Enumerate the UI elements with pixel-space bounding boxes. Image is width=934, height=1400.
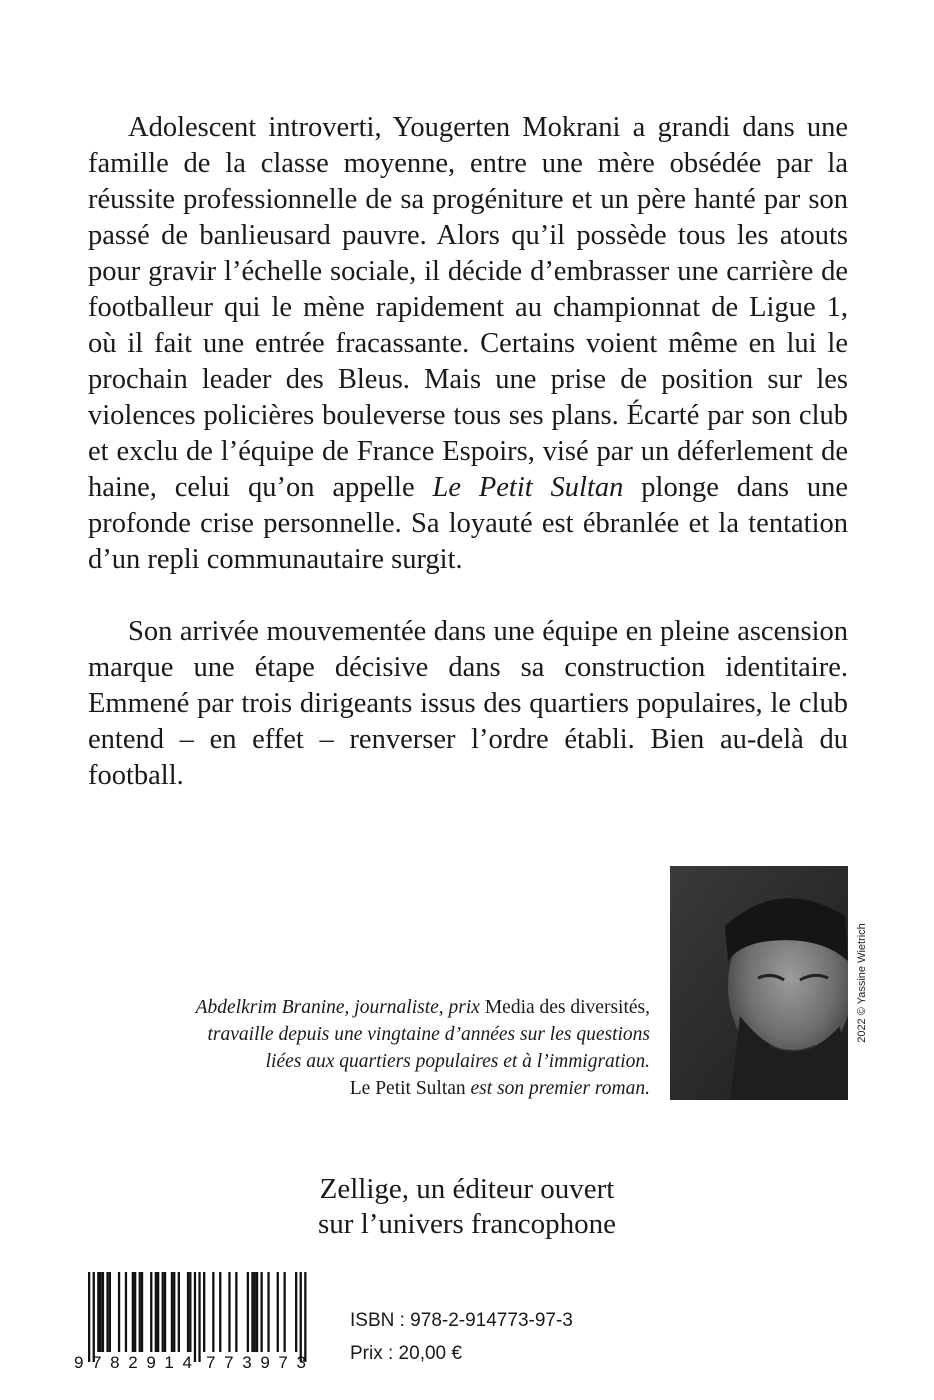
author-bio-line-3: liées aux quartiers populaires et à l’immigration.: [265, 1051, 650, 1072]
barcode-bars: [88, 1272, 307, 1362]
book-title-inline: Le Petit Sultan: [432, 472, 624, 503]
barcode-bar: [187, 1272, 189, 1352]
barcode-bar: [198, 1272, 200, 1362]
barcode-right-digits: 773973: [206, 1353, 306, 1372]
barcode-bar: [118, 1272, 120, 1352]
barcode-bar: [139, 1272, 141, 1352]
barcode-bar: [132, 1272, 134, 1352]
barcode-bar: [100, 1272, 102, 1352]
barcode-bar: [171, 1272, 173, 1352]
barcode-bar: [256, 1272, 258, 1352]
author-photo: [670, 866, 848, 1100]
barcode-bar: [157, 1272, 159, 1352]
barcode-left-digits: 782914: [92, 1353, 192, 1372]
price: Prix : 20,00 €: [350, 1343, 462, 1364]
barcode-bar: [251, 1272, 253, 1352]
author-bio-line-2: travaille depuis une vingtaine d’années sur les questions: [207, 1024, 650, 1045]
barcode-bar: [228, 1272, 230, 1352]
barcode-bar: [164, 1272, 166, 1352]
barcode-bar: [125, 1272, 127, 1352]
barcode-bar: [284, 1272, 286, 1352]
isbn-barcode: [70, 1272, 320, 1372]
barcode-bar: [88, 1272, 90, 1362]
barcode-bar: [235, 1272, 237, 1352]
barcode-first-digit: 9: [74, 1353, 84, 1372]
photo-credit: 2022 © Yassine Wietrich: [856, 923, 868, 1043]
barcode-bar: [178, 1272, 180, 1352]
barcode-bar: [102, 1272, 104, 1352]
barcode-bar: [247, 1272, 249, 1352]
barcode-bar: [212, 1272, 214, 1352]
synopsis-paragraph-1: Adolescent introverti, Yougerten Mokrani a grandi dans une famille de la classe moyenne, entre une mère obsédée par la réussite professionnelle de sa progéniture et un père hanté par son passé de banlieusard pauvre. Alors qu’il possède tous les atouts pour gravir l’échelle sociale, il décide d’embrasser une carrière de footballeur qui le mène rapidement au championnat de Ligue 1, où il fait une entrée fracassante. Certains voient même en lui le prochain leader des Bleus. Mais une prise de position sur les violences policières bouleverse tous ses plans. Écarté par son club et exclu de l’équipe de France Espoirs, visé par un déferlement de haine, celui qu’on appelle Le Petit Sultan plonge dans une profonde crise personnelle. Sa loyauté est ébranlée et la tentation d’un repli communautaire surgit.: [88, 112, 848, 575]
barcode-bar: [300, 1272, 302, 1362]
barcode-bar: [93, 1272, 95, 1362]
barcode-bar: [141, 1272, 143, 1352]
barcode-bar: [219, 1272, 221, 1352]
barcode-bar: [295, 1272, 297, 1352]
barcode-bar: [189, 1272, 191, 1352]
barcode-bar: [150, 1272, 152, 1352]
publisher-tagline: [200, 1172, 734, 1242]
barcode-bar: [134, 1272, 136, 1352]
barcode-bar: [162, 1272, 164, 1352]
synopsis: [88, 110, 848, 794]
synopsis-paragraph-2: Son arrivée mouvementée dans une équipe en pleine ascension marque une étape décisive dans sa construction identitaire. Emmené par trois dirigeants issus des quartiers populaires, le club entend – en effet – renverser l’ordre établi. Bien au-delà du football.: [88, 616, 848, 791]
barcode-bar: [254, 1272, 256, 1352]
author-bio-line-1: Abdelkrim Branine, journaliste, prix Media des diversités,: [195, 997, 650, 1018]
tagline-line-1: Zellige, un éditeur ouvert: [319, 1173, 615, 1205]
barcode-bar: [277, 1272, 279, 1352]
barcode-bar: [97, 1272, 99, 1352]
barcode-bar: [109, 1272, 111, 1352]
barcode-bar: [155, 1272, 157, 1352]
barcode-bar: [173, 1272, 175, 1352]
barcode-bar: [203, 1272, 205, 1352]
tagline-line-2: sur l’univers francophone: [318, 1208, 616, 1240]
author-bio: [110, 994, 650, 1102]
barcode-bar: [267, 1272, 269, 1352]
barcode-bar: [304, 1272, 306, 1362]
author-portrait-image: [670, 866, 848, 1100]
author-bio-line-4: Le Petit Sultan est son premier roman.: [349, 1078, 650, 1099]
barcode-bar: [106, 1272, 108, 1352]
barcode-bar: [261, 1272, 263, 1352]
barcode-bar: [194, 1272, 196, 1362]
isbn-number: ISBN : 978-2-914773-97-3: [350, 1310, 573, 1331]
